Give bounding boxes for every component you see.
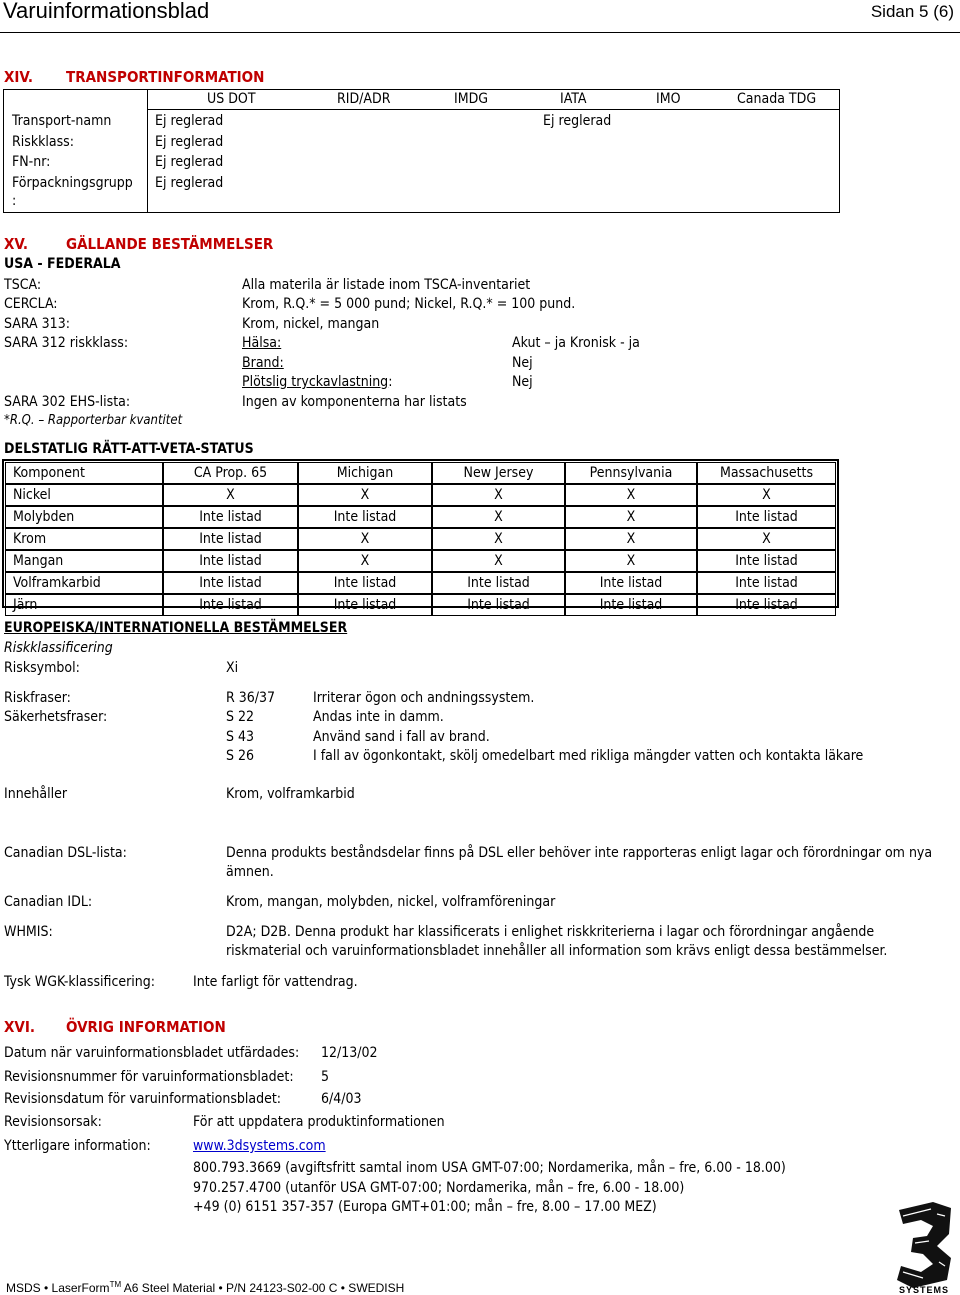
status-cell: X xyxy=(565,484,697,506)
sara302-value: Ingen av komponenterna har listats xyxy=(242,394,467,410)
footer-post: A6 Steel Material • P/N 24123-S02-00 C • SWEDISH xyxy=(121,1281,405,1295)
state-table-header xyxy=(5,462,836,484)
wgk-label: Tysk WGK-klassificering: xyxy=(4,974,156,990)
plotslig-label: Plötslig tryckavlastning xyxy=(242,374,389,390)
status-cell: X xyxy=(432,506,565,528)
footer-text xyxy=(6,1280,404,1295)
transport-row-value: Ej reglerad xyxy=(155,113,224,129)
revision-date-value: 6/4/03 xyxy=(321,1091,362,1107)
status-cell: X xyxy=(565,550,697,572)
status-cell: Inte listad xyxy=(298,594,432,616)
transport-row-label-colon: : xyxy=(12,193,17,209)
innehaller-value: Krom, volframkarbid xyxy=(226,786,355,802)
table-row xyxy=(5,572,836,594)
footer-tm: TM xyxy=(109,1280,122,1289)
table-row xyxy=(5,528,836,550)
status-cell: X xyxy=(298,550,432,572)
section-15-number: XV. xyxy=(4,235,29,253)
transport-col-usdot: US DOT xyxy=(207,91,256,107)
logo-wordmark: SYSTEMS xyxy=(898,1285,950,1294)
transport-table xyxy=(3,89,840,213)
component-name: Mangan xyxy=(5,550,163,572)
s-phrase-text: Andas inte in damm. xyxy=(313,709,444,725)
risksymbol-value: Xi xyxy=(226,660,239,676)
phone-line: +49 (0) 6151 357-357 (Europa GMT+01:00; mån – fre, 8.00 – 17.00 MEZ) xyxy=(193,1199,657,1215)
cercla-value: Krom, R.Q.* = 5 000 pund; Nickel, R.Q.* = 100 pund. xyxy=(242,296,576,312)
phone-line: 800.793.3669 (avgiftsfritt samtal inom USA GMT-07:00; Nordamerika, mån – fre, 6.00 - 18.00) xyxy=(193,1160,786,1176)
state-status-heading: DELSTATLIG RÄTT-ATT-VETA-STATUS xyxy=(4,441,254,457)
footer-pre: MSDS • LaserForm xyxy=(6,1281,110,1295)
status-cell: Inte listad xyxy=(163,594,298,616)
plotslig-value: Nej xyxy=(512,374,533,390)
more-info-label: Ytterligare information: xyxy=(4,1138,151,1154)
status-cell: Inte listad xyxy=(432,572,565,594)
brand-label: Brand: xyxy=(242,355,284,371)
status-cell: Inte listad xyxy=(697,550,836,572)
status-cell: X xyxy=(298,528,432,550)
page-number: Sidan 5 (6) xyxy=(870,2,954,21)
risksymbol-label: Risksymbol: xyxy=(4,660,80,676)
sara302-label: SARA 302 EHS-lista: xyxy=(4,394,131,410)
table-row xyxy=(5,550,836,572)
s-phrase-code: S 22 xyxy=(226,709,255,725)
cercla-label: CERCLA: xyxy=(4,296,58,312)
transport-row-value: Ej reglerad xyxy=(155,175,224,191)
s-phrase-text: Använd sand i fall av brand. xyxy=(313,729,490,745)
document-title: Varuinformationsblad xyxy=(3,0,210,23)
revision-reason-label: Revisionsorsak: xyxy=(4,1114,102,1130)
header-rule xyxy=(0,32,960,33)
phone-line: 970.257.4700 (utanför USA GMT-07:00; Nordamerika, mån – fre, 6.00 - 18.00) xyxy=(193,1180,685,1196)
status-cell: Inte listad xyxy=(163,528,298,550)
status-cell: Inte listad xyxy=(697,506,836,528)
section-16-number: XVI. xyxy=(4,1018,35,1036)
transport-row-value: Ej reglerad xyxy=(155,154,224,170)
status-cell: Inte listad xyxy=(163,572,298,594)
dsl-label: Canadian DSL-lista: xyxy=(4,845,127,861)
column-header: Komponent xyxy=(5,462,163,484)
status-cell: Inte listad xyxy=(565,594,697,616)
riskfraser-code: R 36/37 xyxy=(226,690,276,706)
status-cell: X xyxy=(432,550,565,572)
section-16-title: ÖVRIG INFORMATION xyxy=(66,1018,226,1036)
status-cell: Inte listad xyxy=(163,506,298,528)
status-cell: X xyxy=(697,528,836,550)
status-cell: Inte listad xyxy=(697,594,836,616)
brand-value: Nej xyxy=(512,355,533,371)
tsca-label: TSCA: xyxy=(4,277,42,293)
section-15-title: GÄLLANDE BESTÄMMELSER xyxy=(66,235,274,253)
revision-number-value: 5 xyxy=(321,1069,330,1085)
transport-row-label: Transport-namn xyxy=(12,113,112,129)
issue-date-label: Datum när varuinformationsbladet utfärdades: xyxy=(4,1045,300,1061)
column-header: CA Prop. 65 xyxy=(163,462,298,484)
status-cell: Inte listad xyxy=(697,572,836,594)
plotslig-label-group xyxy=(242,374,392,390)
innehaller-label: Innehåller xyxy=(4,786,68,802)
whmis-value-line2: riskmaterial och varuinformationsbladet innehåller all information som krävs enligt dessa bestämmelser. xyxy=(226,943,888,959)
halsa-label: Hälsa: xyxy=(242,335,282,351)
transport-row-label: FN-nr: xyxy=(12,154,51,170)
website-link[interactable]: www.3dsystems.com xyxy=(193,1138,326,1154)
transport-col-ridadr: RID/ADR xyxy=(337,91,391,107)
status-cell: X xyxy=(432,528,565,550)
column-header: Massachusetts xyxy=(697,462,836,484)
transport-col-iata: IATA xyxy=(560,91,587,107)
s-phrase-code: S 26 xyxy=(226,748,255,764)
sara313-value: Krom, nickel, mangan xyxy=(242,316,380,332)
transport-row-label: Förpackningsgrupp xyxy=(12,175,133,191)
status-cell: X xyxy=(298,484,432,506)
revision-date-label: Revisionsdatum för varuinformationsbladet: xyxy=(4,1091,282,1107)
wgk-value: Inte farligt för vattendrag. xyxy=(193,974,358,990)
s-phrase-text: I fall av ögonkontakt, skölj omedelbart med rikliga mängder vatten och kontakta läkare xyxy=(313,748,864,764)
transport-header-rule xyxy=(147,109,839,110)
idl-label: Canadian IDL: xyxy=(4,894,93,910)
riskfraser-label: Riskfraser: xyxy=(4,690,71,706)
component-name: Molybden xyxy=(5,506,163,528)
riskfraser-text: Irriterar ögon och andningssystem. xyxy=(313,690,535,706)
transport-row-value: Ej reglerad xyxy=(155,134,224,150)
status-cell: Inte listad xyxy=(298,572,432,594)
status-cell: X xyxy=(565,528,697,550)
3d-systems-logo xyxy=(893,1196,955,1294)
column-header: New Jersey xyxy=(432,462,565,484)
status-cell: Inte listad xyxy=(565,572,697,594)
component-name: Nickel xyxy=(5,484,163,506)
status-cell: X xyxy=(697,484,836,506)
s-phrase-code: S 43 xyxy=(226,729,255,745)
table-row xyxy=(5,506,836,528)
whmis-label: WHMIS: xyxy=(4,924,53,940)
column-header: Michigan xyxy=(298,462,432,484)
transport-row-value-other: Ej reglerad xyxy=(543,113,612,129)
state-table xyxy=(5,462,836,616)
issue-date-value: 12/13/02 xyxy=(321,1045,378,1061)
rq-footnote: *R.Q. – Rapporterbar kvantitet xyxy=(4,413,183,428)
transport-col-imdg: IMDG xyxy=(454,91,489,107)
usa-federal-heading: USA - FEDERALA xyxy=(4,256,121,272)
sara312-label: SARA 312 riskklass: xyxy=(4,335,129,351)
sakerhetsfraser-label: Säkerhetsfraser: xyxy=(4,709,108,725)
plotslig-colon: : xyxy=(388,374,393,390)
revision-reason-value: För att uppdatera produktinformationen xyxy=(193,1114,445,1130)
status-cell: X xyxy=(432,484,565,506)
halsa-value: Akut – ja Kronisk - ja xyxy=(512,335,640,351)
table-row xyxy=(5,594,836,616)
status-cell: Inte listad xyxy=(163,550,298,572)
transport-col-imo: IMO xyxy=(656,91,681,107)
riskklassificering-heading: Riskklassificering xyxy=(4,640,113,656)
whmis-value-line1: D2A; D2B. Denna produkt har klassificerats i enlighet riskkriterierna i lagar och förordningar angående xyxy=(226,924,875,940)
eu-heading: EUROPEISKA/INTERNATIONELLA BESTÄMMELSER xyxy=(4,620,348,636)
section-14-number: XIV. xyxy=(4,68,34,86)
component-name: Järn xyxy=(5,594,163,616)
transport-col-canada: Canada TDG xyxy=(737,91,817,107)
status-cell: X xyxy=(163,484,298,506)
status-cell: X xyxy=(565,506,697,528)
component-name: Volframkarbid xyxy=(5,572,163,594)
dsl-value-line1: Denna produkts beståndsdelar finns på DSL eller behöver inte rapporteras enligt lagar och förordningar om nya xyxy=(226,845,933,861)
idl-value: Krom, mangan, molybden, nickel, volframföreningar xyxy=(226,894,556,910)
component-name: Krom xyxy=(5,528,163,550)
status-cell: Inte listad xyxy=(298,506,432,528)
table-row xyxy=(5,484,836,506)
section-14-title: TRANSPORTINFORMATION xyxy=(66,68,265,86)
column-header: Pennsylvania xyxy=(565,462,697,484)
revision-number-label: Revisionsnummer för varuinformationsbladet: xyxy=(4,1069,294,1085)
sara313-label: SARA 313: xyxy=(4,316,70,332)
dsl-value-line2: ämnen. xyxy=(226,864,274,880)
transport-row-label: Riskklass: xyxy=(12,134,74,150)
tsca-value: Alla materila är listade inom TSCA-inventariet xyxy=(242,277,531,293)
status-cell: Inte listad xyxy=(432,594,565,616)
